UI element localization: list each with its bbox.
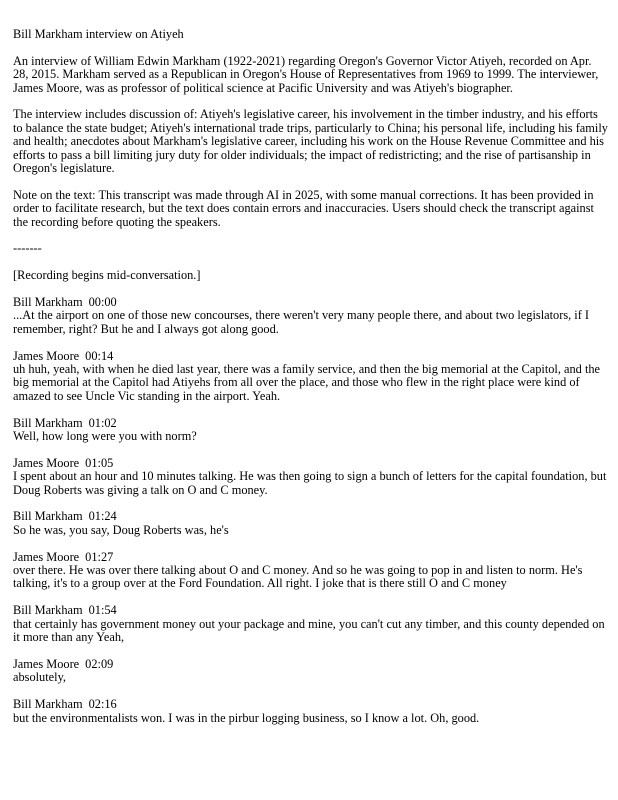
- utterance-text: but the environmentalists won. I was in the pirbur logging business, so I know a lot. Oh, good.: [13, 710, 480, 725]
- utterance-text: absolutely,: [13, 670, 67, 685]
- timestamp: 01:05: [85, 455, 114, 470]
- speaker-line: [13, 457, 608, 470]
- recording-note: [Recording begins mid-conversation.]: [13, 268, 201, 283]
- utterance: [13, 698, 608, 725]
- speaker-name: Bill Markham: [13, 603, 83, 618]
- utterance-text: Well, how long were you with norm?: [13, 429, 197, 444]
- speaker-name: James Moore: [13, 549, 80, 564]
- utterance: [13, 658, 608, 685]
- transcript-utterances: [13, 296, 608, 725]
- utterance: [13, 510, 608, 537]
- utterance: [13, 457, 608, 497]
- intro-paragraphs: [13, 55, 608, 229]
- intro-paragraph: Note on the text: This transcript was made through AI in 2025, with some manual corrections. It has been provided in order to facilitate research, but the text does contain errors and inaccuracies. Users should check the transcript against the recording before quoting the speakers.: [13, 187, 594, 229]
- timestamp: 00:00: [88, 295, 117, 310]
- timestamp: 02:16: [88, 697, 117, 712]
- utterance: [13, 417, 608, 444]
- timestamp: 01:02: [88, 415, 117, 430]
- speaker-line: [13, 350, 608, 363]
- utterance-text: I spent about an hour and 10 minutes talking. He was then going to sign a bunch of letters for the capital foundation, but Doug Roberts was giving a talk on O and C money.: [13, 469, 607, 497]
- timestamp: 01:24: [88, 509, 117, 524]
- speaker-name: Bill Markham: [13, 697, 83, 712]
- speaker-line: [13, 604, 608, 617]
- timestamp: 00:14: [85, 348, 114, 363]
- intro-paragraph: The interview includes discussion of: Atiyeh's legislative career, his involvement in the timber industry, and his efforts to balance the state budget; Atiyeh's international trade trips, particularly to China; his personal life, including his family and health; anecdotes about Markham's legislative career, including his work on the House Revenue Committee and his efforts to pass a bill limiting jury duty for older individuals; the impact of redistricting; and the rise of partisanship in Oregon's legislature.: [13, 107, 608, 176]
- speaker-name: James Moore: [13, 656, 80, 671]
- speaker-line: [13, 658, 608, 671]
- utterance-text: So he was, you say, Doug Roberts was, he's: [13, 522, 229, 537]
- utterance: [13, 350, 608, 404]
- utterance-text: that certainly has government money out your package and mine, you can't cut any timber, and this county depended on it more than any Yeah,: [13, 616, 605, 645]
- speaker-name: James Moore: [13, 348, 80, 363]
- intro-paragraph: An interview of William Edwin Markham (1922-2021) regarding Oregon's Governor Victor Atiyeh, recorded on Apr. 28, 2015. Markham served as a Republican in Oregon's House of Representatives from 1969 to 1999. The interviewer, James Moore, was as professor of political science at Pacific University and was Atiyeh's biographer.: [13, 53, 599, 95]
- separator: -------: [13, 241, 42, 256]
- document-title: Bill Markham interview on Atiyeh: [13, 27, 184, 41]
- utterance: [13, 296, 608, 336]
- speaker-name: Bill Markham: [13, 415, 83, 430]
- utterance: [13, 551, 608, 591]
- speaker-line: [13, 417, 608, 430]
- speaker-line: [13, 698, 608, 711]
- speaker-line: [13, 510, 608, 523]
- speaker-line: [13, 296, 608, 309]
- utterance-text: uh huh, yeah, with when he died last year, there was a family service, and then the big memorial at the Capitol, and the big memorial at the Capitol had Atiyehs from all over the place, and those who flew in the right place were kind of amazed to see Uncle Vic standing in the airport. Yeah.: [13, 362, 601, 403]
- speaker-name: Bill Markham: [13, 509, 83, 524]
- timestamp: 01:54: [88, 603, 117, 618]
- speaker-name: James Moore: [13, 455, 80, 470]
- timestamp: 01:27: [85, 549, 114, 564]
- utterance-text: over there. He was over there talking about O and C money. And so he was going to pop in and listen to norm. He's talking, it's to a group over at the Ford Foundation. All right. I joke that is there still O and C money: [13, 563, 583, 591]
- speaker-name: Bill Markham: [13, 295, 83, 310]
- utterance-text: ...At the airport on one of those new concourses, there weren't very many people there, and about two legislators, if I remember, right? But he and I always got along good.: [13, 308, 590, 336]
- timestamp: 02:09: [85, 656, 114, 671]
- utterance: [13, 604, 608, 644]
- speaker-line: [13, 551, 608, 564]
